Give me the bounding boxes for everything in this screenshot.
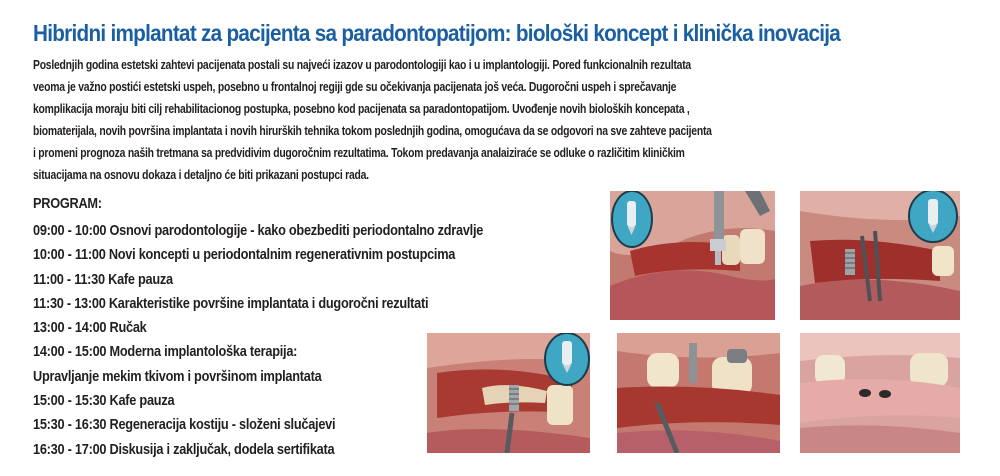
clinical-photo-implant-placed [800,191,960,320]
intro-paragraph [33,54,993,186]
program-item: 09:00 - 10:00 Osnovi parodontologije - kako obezbediti periodontalno zdravlje [33,222,484,239]
program-item: Upravljanje mekim tkivom i površinom implantata [33,367,322,385]
program-item: 16:30 - 17:00 Diskusija i zaključak, dodela sertifikata [33,440,335,458]
program-item: 15:30 - 16:30 Regeneracija kostiju - složeni slučajevi [33,416,336,434]
clinical-photo-abutment [617,333,780,453]
program-item: 10:00 - 11:00 Novi koncepti u periodontalnim regenerativnim postupcima [33,246,456,264]
program-heading: PROGRAM: [33,195,102,212]
page-title: Hibridni implantat za pacijenta sa paradontopatijom: biološki koncept i klinička inovacija [33,20,841,46]
intro-line: i promeni prognoza naših tretmana sa predvidivim dugoročnim rezultatima. Tokom predavanja analaiziraće se odluke o različitim kliničkim [33,145,685,160]
intro-line: Poslednjih godina estetski zahtevi pacijenata postali su najveći izazov u parodontologiji kao i u implantologiji. Pored funkcionalnih rezultata [33,57,691,72]
program-item: 14:00 - 15:00 Moderna implantološka terapija: [33,343,298,361]
program-item: 15:00 - 15:30 Kafe pauza [33,392,175,410]
clinical-photo-bone-graft [427,333,590,453]
clinical-photo-implant-insertion [610,191,775,320]
clinical-photo-healed-gingiva [800,333,960,453]
intro-line: biomaterijala, novih površina implantata i novih hirurških tehnika tokom poslednjih godina, omogućava da se odgovori na sve zahteve pacijenta [33,123,712,138]
intro-line: situacijama na osnovu dokaza i detaljno će biti prikazani postupci rada. [33,167,369,182]
intro-line: komplikacija moraju biti cilj rehabilitacionog postupka, posebno kod pacijenata sa paradontopatijom. Uvođenje novih bioloških koncepata , [33,101,690,116]
intro-line: veoma je važno postići estetski uspeh, posebno u frontalnoj regiji gde su očekivanja pacijenata još veća. Dugoročni uspeh i sprečavanje [33,79,677,94]
program-item: 11:30 - 13:00 Karakteristike površine implantata i dugoročni rezultati [33,294,429,312]
program-item: 11:00 - 11:30 Kafe pauza [33,270,173,288]
program-item: 13:00 - 14:00 Ručak [33,319,147,337]
